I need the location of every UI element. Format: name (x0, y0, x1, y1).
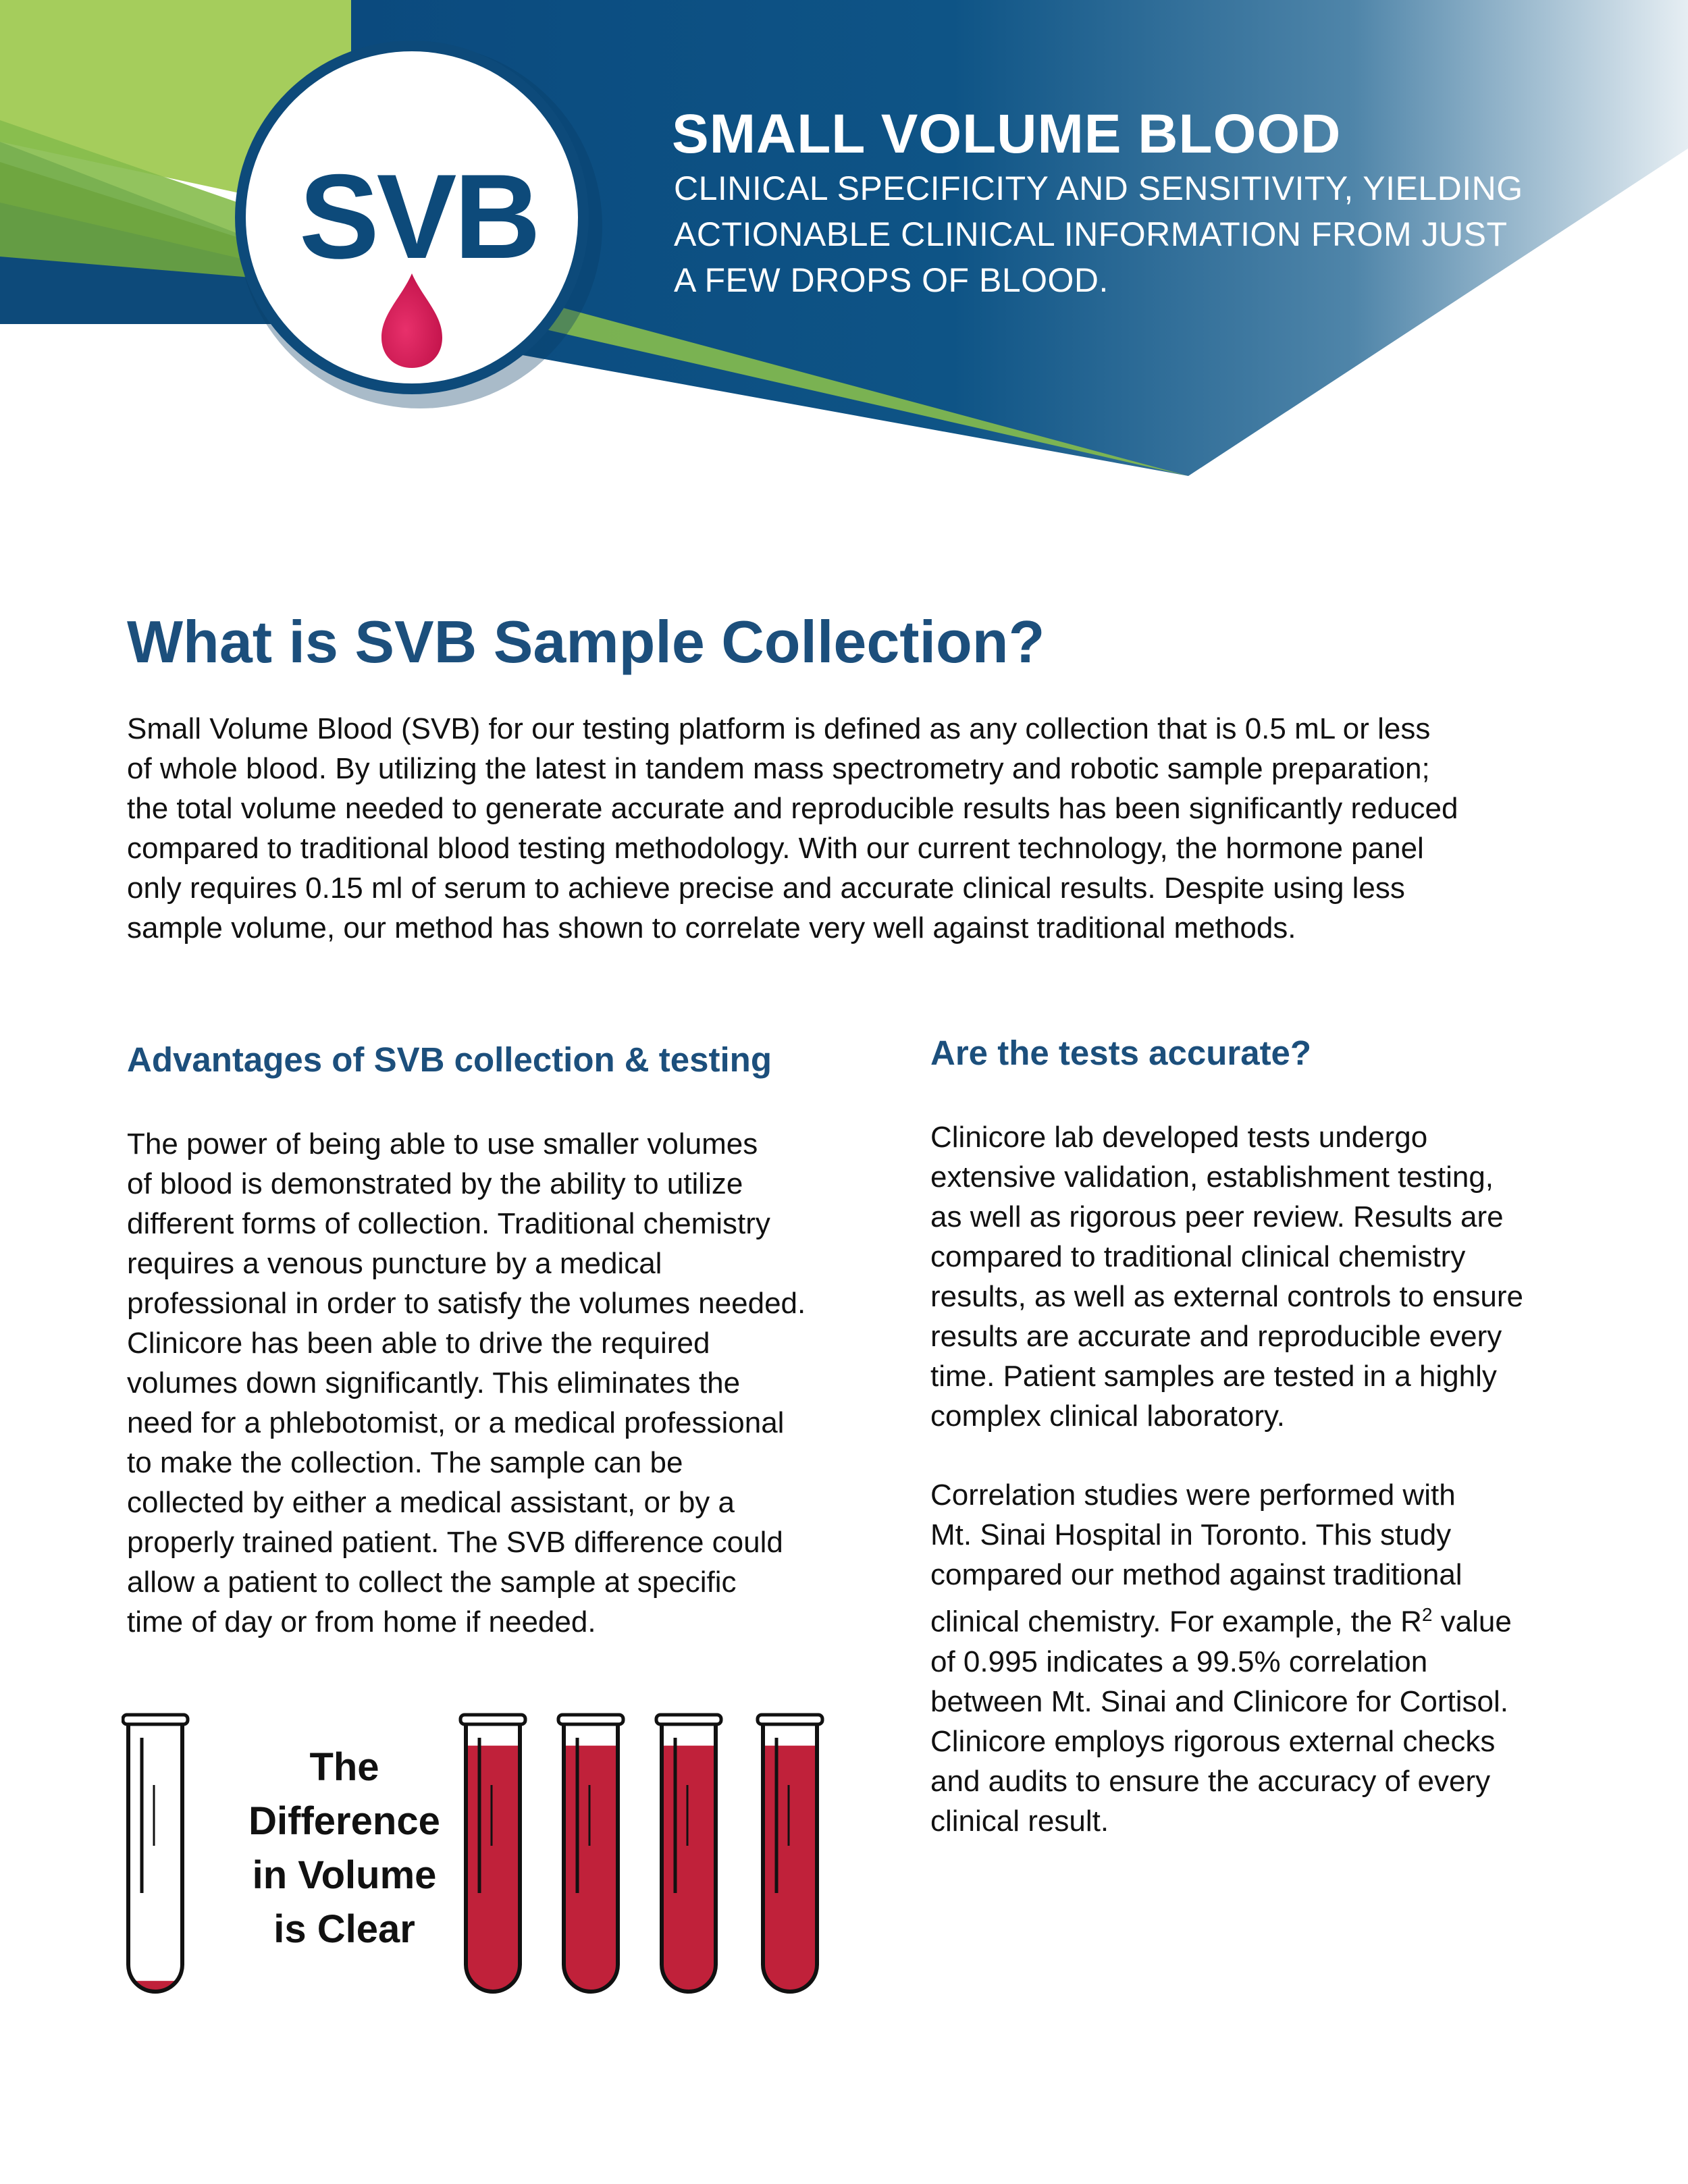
blood-fill (662, 1746, 716, 1992)
intro-line: sample volume, our method has shown to correlate very well against traditional methods. (127, 911, 1296, 944)
tube-lip (558, 1715, 623, 1724)
tube-outline (128, 1724, 182, 1992)
accuracy-line: Clinicore lab developed tests undergo (930, 1121, 1428, 1154)
intro-line: compared to traditional blood testing methodology. With our current technology, the hormone panel (127, 832, 1424, 865)
hero-subtitle-line: ACTIONABLE CLINICAL INFORMATION FROM JUST (674, 215, 1508, 253)
tube-lip (758, 1715, 822, 1724)
hero-subtitle-line: A FEW DROPS OF BLOOD. (674, 261, 1109, 299)
intro-paragraph (127, 709, 1458, 948)
advantages-line: volumes down significantly. This eliminates the (127, 1366, 741, 1400)
accuracy-line: results, as well as external controls to ensure (930, 1280, 1523, 1313)
intro-line: of whole blood. By utilizing the latest in tandem mass spectrometry and robotic sample preparation; (127, 752, 1430, 785)
correlation-line: Mt. Sinai Hospital in Toronto. This study (930, 1518, 1452, 1551)
accuracy-line: time. Patient samples are tested in a highly (930, 1360, 1497, 1393)
tubes-caption (223, 1740, 466, 1956)
tube-lip (460, 1715, 525, 1724)
advantages-line: time of day or from home if needed. (127, 1605, 596, 1639)
advantages-line: collected by either a medical assistant, or by a (127, 1486, 735, 1519)
accuracy-paragraph-1 (930, 1117, 1523, 1436)
tube-lip (123, 1715, 188, 1724)
tube-lip (656, 1715, 721, 1724)
accuracy-line: as well as rigorous peer review. Results are (930, 1200, 1504, 1233)
advantages-line: allow a patient to collect the sample at specific (127, 1566, 737, 1599)
hero-title: SMALL VOLUME BLOOD (672, 103, 1342, 165)
accuracy-line: results are accurate and reproducible every (930, 1320, 1502, 1353)
blood-fill (564, 1746, 618, 1992)
r2-line-suffix: value (1432, 1605, 1512, 1639)
caption-line: The (309, 1745, 379, 1789)
hero-subtitle-line: CLINICAL SPECIFICITY AND SENSITIVITY, YIELDING (674, 169, 1523, 207)
advantages-line: requires a venous puncture by a medical (127, 1247, 662, 1280)
r2-line-prefix: clinical chemistry. For example, the R (930, 1605, 1422, 1639)
blood-fill (466, 1746, 520, 1992)
advantages-line: Clinicore has been able to drive the required (127, 1327, 710, 1360)
accuracy-line: extensive validation, establishment testing, (930, 1161, 1494, 1194)
correlation-line: clinical result. (930, 1804, 1109, 1838)
advantages-heading: Advantages of SVB collection & testing (127, 1040, 772, 1079)
advantages-line: professional in order to satisfy the volumes needed. (127, 1287, 806, 1320)
test-tube (656, 1715, 721, 1992)
intro-line: the total volume needed to generate accurate and reproducible results has been significantly reduced (127, 792, 1458, 825)
caption-line: in Volume (252, 1853, 437, 1897)
advantages-paragraph (127, 1124, 806, 1642)
advantages-line: different forms of collection. Traditional chemistry (127, 1207, 770, 1240)
r2-line (930, 1595, 1512, 1642)
test-tube (460, 1715, 525, 1992)
correlation-line: of 0.995 indicates a 99.5% correlation (930, 1645, 1428, 1678)
accuracy-paragraph-2 (930, 1475, 1512, 1841)
caption-line: is Clear (273, 1907, 415, 1951)
accuracy-heading: Are the tests accurate? (930, 1034, 1312, 1072)
intro-line: Small Volume Blood (SVB) for our testing platform is defined as any collection that is 0.5 mL or less (127, 712, 1431, 745)
advantages-line: properly trained patient. The SVB difference could (127, 1526, 783, 1559)
correlation-line: compared our method against traditional (930, 1558, 1462, 1591)
advantages-line: to make the collection. The sample can be (127, 1446, 683, 1479)
logo-text: SVB (299, 149, 538, 284)
blood-fill (763, 1746, 817, 1992)
test-tube (758, 1715, 822, 1992)
accuracy-line: compared to traditional clinical chemistry (930, 1240, 1466, 1273)
advantages-line: need for a phlebotomist, or a medical professional (127, 1406, 785, 1439)
correlation-line: Clinicore employs rigorous external checks (930, 1724, 1496, 1758)
test-tube (558, 1715, 623, 1992)
caption-line: Difference (248, 1799, 440, 1843)
advantages-line: of blood is demonstrated by the ability to utilize (127, 1167, 743, 1200)
intro-line: only requires 0.15 ml of serum to achieve precise and accurate clinical results. Despite using less (127, 872, 1405, 905)
r2-superscript: 2 (1421, 1604, 1433, 1625)
accuracy-line: complex clinical laboratory. (930, 1400, 1285, 1433)
test-tube (123, 1715, 188, 1992)
correlation-line: between Mt. Sinai and Clinicore for Cortisol. (930, 1684, 1508, 1718)
advantages-line: The power of being able to use smaller volumes (127, 1127, 758, 1161)
correlation-line: and audits to ensure the accuracy of every (930, 1764, 1491, 1798)
page-title: What is SVB Sample Collection? (127, 608, 1045, 675)
correlation-line: Correlation studies were performed with (930, 1479, 1456, 1512)
